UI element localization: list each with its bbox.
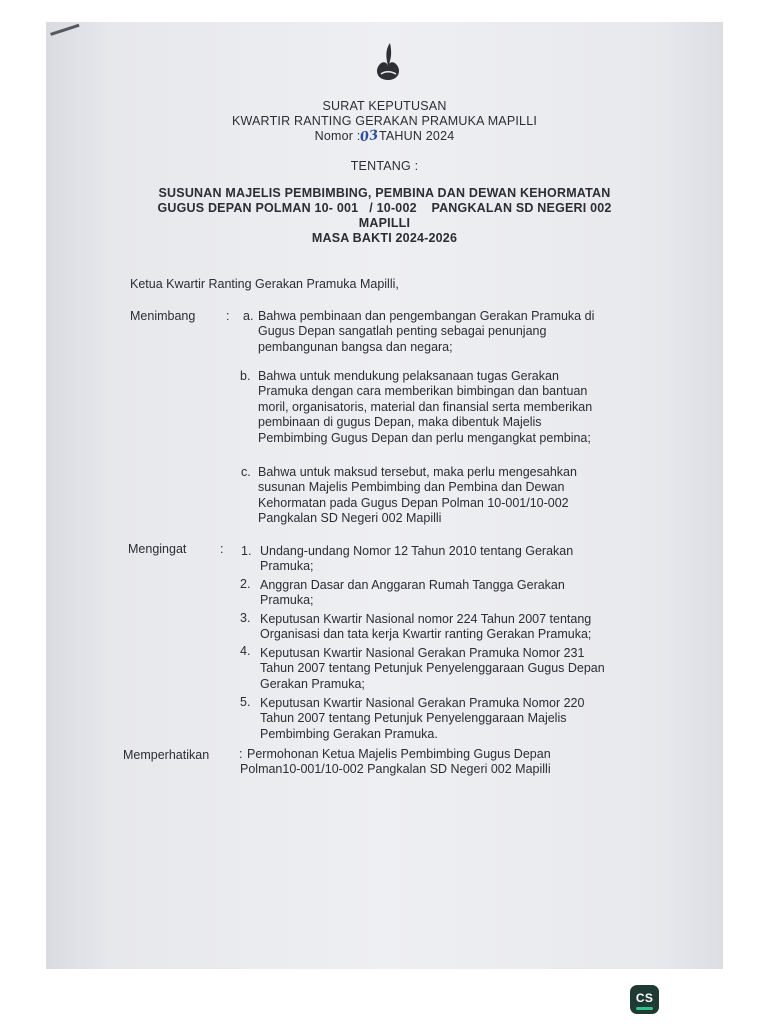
text-line: Bahwa untuk mendukung pelaksanaan tugas Gerakan	[258, 369, 559, 383]
text-line: Bahwa untuk maksud tersebut, maka perlu mengesahkan	[258, 465, 577, 479]
text-line: Kehormatan pada Gugus Depan Polman 10-001/10-002	[258, 495, 569, 510]
text-line: Keputusan Kwartir Nasional nomor 224 Tahun 2007 tentang	[260, 612, 592, 626]
text-line: Polman10-001/10-002 Pangkalan SD Negeri 002 Mapilli	[240, 762, 551, 777]
camscanner-logo-icon	[630, 985, 659, 1014]
memperhatikan-label: Memperhatikan	[123, 748, 210, 762]
text-line: Pramuka;	[260, 559, 314, 574]
text-line: Pramuka dengan cara memberikan bimbingan dan bantuan	[258, 384, 588, 399]
mengingat-item-1	[260, 544, 645, 575]
text-line: Bahwa pembinaan dan pengembangan Gerakan Pramuka di	[258, 309, 595, 323]
mengingat-marker-3: 3.	[240, 611, 251, 625]
nomor-suffix: TAHUN 2024	[378, 129, 455, 143]
text-line: Anggran Dasar dan Anggaran Rumah Tangga Gerakan	[260, 578, 565, 592]
menimbang-item-c	[258, 465, 645, 527]
mengingat-marker-1: 1.	[241, 544, 252, 558]
text-line: Undang-undang Nomor 12 Tahun 2010 tentang Gerakan	[260, 544, 574, 558]
mengingat-marker-5: 5.	[240, 695, 251, 709]
document-title: SURAT KEPUTUSAN	[322, 99, 447, 113]
mengingat-marker-4: 4.	[240, 644, 251, 658]
mengingat-colon: :	[220, 542, 224, 556]
memperhatikan-text	[240, 747, 645, 778]
mengingat-item-4	[260, 646, 645, 692]
mengingat-marker-2: 2.	[240, 577, 251, 591]
issuer-name: KWARTIR RANTING GERAKAN PRAMUKA MAPILLI	[231, 114, 538, 128]
text-line: susunan Majelis Pembimbing dan Pembina dan Dewan	[258, 480, 565, 495]
text-line: Organisasi dan tata kerja Kwartir ranting Gerakan Pramuka;	[260, 627, 592, 642]
nomor-line	[46, 129, 723, 144]
text-line: pembangunan bangsa dan negara;	[258, 339, 453, 354]
pramuka-tunas-kelapa-logo-icon	[371, 40, 405, 82]
mengingat-item-5	[260, 696, 645, 742]
text-line: Permohonan Ketua Majelis Pembimbing Gugus Depan	[247, 747, 551, 761]
text-line: Pembimbing Gerakan Pramuka.	[260, 726, 438, 741]
text-line: Pangkalan SD Negeri 002 Mapilli	[258, 511, 442, 526]
menimbang-marker-a: a.	[243, 309, 254, 323]
menimbang-item-b	[258, 369, 645, 446]
text-line: moril, organisatoris, material dan finansial serta memberikan	[258, 399, 593, 414]
text-line: Tahun 2007 tentang Petunjuk Penyelenggaraan Gugus Depan	[260, 661, 605, 676]
scanner-badge-accent	[636, 1007, 653, 1010]
tentang-heading: TENTANG :	[350, 159, 419, 173]
text-line: Pembimbing Gugus Depan dan perlu mengangkat pembina;	[258, 430, 591, 445]
menimbang-colon: :	[226, 309, 230, 323]
memperhatikan-colon: :	[239, 747, 243, 761]
nomor-value-handwritten: 03	[359, 127, 380, 146]
nomor-prefix: Nomor :	[314, 129, 361, 143]
menimbang-item-a	[258, 309, 645, 355]
subject-line-4: MASA BAKTI 2024-2026	[311, 231, 458, 245]
opening-statement: Ketua Kwartir Ranting Gerakan Pramuka Mapilli,	[130, 277, 399, 291]
text-line: Gerakan Pramuka;	[260, 676, 365, 691]
mengingat-item-3	[260, 612, 645, 643]
text-line: Keputusan Kwartir Nasional Gerakan Pramuka Nomor 220	[260, 696, 585, 710]
menimbang-marker-c: c.	[241, 465, 251, 479]
text-line: pembinaan di gugus Depan, maka dibentuk Majelis	[258, 415, 542, 430]
menimbang-label: Menimbang	[130, 309, 196, 323]
text-line: Gugus Depan sangatlah penting sebagai penunjang	[258, 324, 547, 339]
corner-scuff-mark	[50, 24, 84, 49]
subject-line-2: GUGUS DEPAN POLMAN 10- 001 / 10-002 PANGKALAN SD NEGERI 002	[157, 201, 612, 215]
subject-line-1: SUSUNAN MAJELIS PEMBIMBING, PEMBINA DAN DEWAN KEHORMATAN	[158, 186, 611, 200]
menimbang-marker-b: b.	[240, 369, 251, 383]
text-line: Tahun 2007 tentang Petunjuk Penyelenggaraan Majelis	[260, 711, 567, 726]
mengingat-label: Mengingat	[128, 542, 187, 556]
mengingat-item-2	[260, 578, 645, 609]
scanned-document-page	[46, 22, 723, 969]
text-line: Keputusan Kwartir Nasional Gerakan Pramuka Nomor 231	[260, 646, 585, 660]
text-line: Pramuka;	[260, 593, 314, 608]
subject-line-3: MAPILLI	[358, 216, 411, 230]
scanner-badge-text: CS	[635, 991, 654, 1005]
